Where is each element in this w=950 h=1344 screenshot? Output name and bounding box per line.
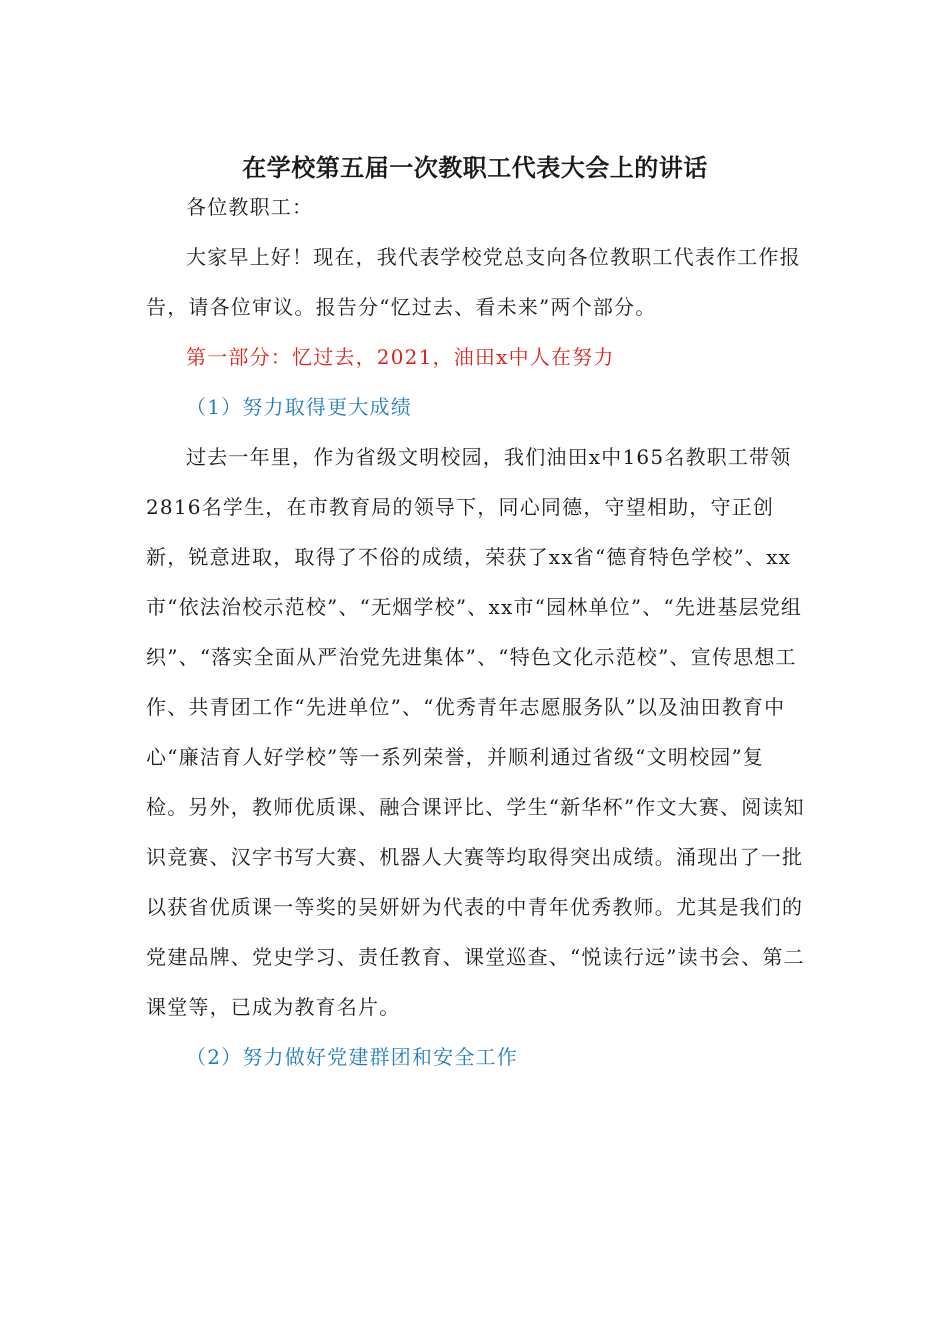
document-body (146, 182, 806, 1082)
section1-paragraph: 过去一年里，作为省级文明校园，我们油田x中165名教职工带领2816名学生，在市教育局的领导下，同心同德，守望相助，守正创新，锐意进取，取得了不俗的成绩，荣获了xx省“德育特色学校”、xx市“依法治校示范校”、“无烟学校”、xx市“园林单位”、“先进基层党组织”、“落实全面从严治党先进集体”、“特色文化示范校”、宣传思想工作、共青团工作“先进单位”、“优秀青年志愿服务队”以及油田教育中心“廉洁育人好学校”等一系列荣誉，并顺利通过省级“文明校园”复检。另外，教师优质课、融合课评比、学生“新华杯”作文大赛、阅读知识竞赛、汉字书写大赛、机器人大赛等均取得突出成绩。涌现出了一批以获省优质课一等奖的吴妍妍为代表的中青年优秀教师。尤其是我们的党建品牌、党史学习、责任教育、课堂巡查、“悦读行远”读书会、第二课堂等，已成为教育名片。 (146, 445, 805, 1019)
part1-heading: 第一部分：忆过去，2021，油田x中人在努力 (186, 345, 615, 369)
section1-heading: （1）努力取得更大成绩 (186, 395, 412, 419)
section2-heading: （2）努力做好党建群团和安全工作 (186, 1045, 518, 1069)
intro-paragraph: 大家早上好！现在，我代表学校党总支向各位教职工代表作工作报告，请各位审议。报告分“忆过去、看未来”两个部分。 (146, 245, 801, 319)
page-title: 在学校第五届一次教职工代表大会上的讲话 (242, 153, 708, 182)
salutation: 各位教职工： (186, 195, 314, 219)
